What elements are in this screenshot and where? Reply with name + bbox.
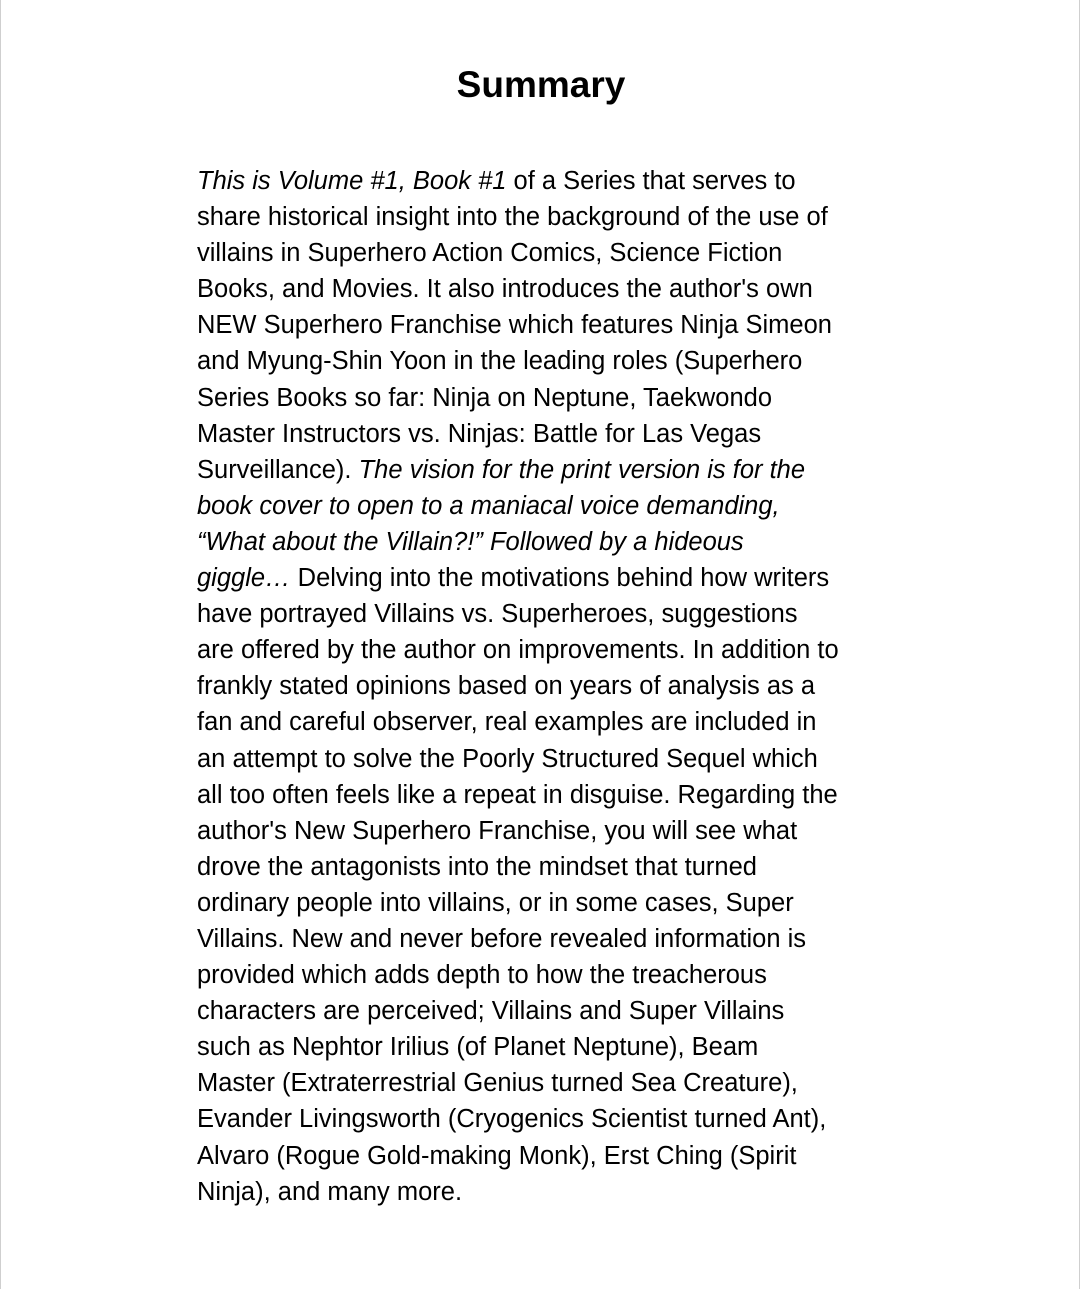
text-run: Delving into the motivations behind how writers: [290, 564, 830, 593]
text-run: NEW Superhero Franchise which features Ninja Simeon: [197, 311, 832, 340]
summary-line: [197, 885, 897, 921]
text-run: an attempt to solve the Poorly Structured Sequel which: [197, 744, 818, 773]
summary-line: [197, 271, 897, 307]
italic-text-run: The vision for the print version is for the: [358, 455, 806, 484]
text-run: Books, and Movies. It also introduces the author's own: [197, 275, 813, 304]
text-run: Surveillance).: [197, 455, 359, 484]
summary-line: [197, 921, 897, 957]
text-run: ordinary people into villains, or in some cases, Super: [197, 888, 794, 917]
summary-line: [197, 1174, 897, 1210]
text-run: fan and careful observer, real examples are included in: [197, 708, 817, 737]
summary-line: [197, 452, 897, 488]
summary-body: [197, 163, 897, 1210]
text-run: author's New Superhero Franchise, you will see what: [197, 816, 798, 845]
summary-line: [197, 235, 897, 271]
text-run: Master (Extraterrestrial Genius turned Sea Creature),: [197, 1069, 798, 1098]
summary-line: [197, 849, 897, 885]
text-run: Ninja), and many more.: [197, 1177, 463, 1206]
summary-line: [197, 307, 897, 343]
summary-line: [197, 1065, 897, 1101]
summary-line: [197, 163, 897, 199]
summary-line: [197, 380, 897, 416]
text-run: Evander Livingsworth (Cryogenics Scientist turned Ant),: [197, 1105, 827, 1134]
text-run: provided which adds depth to how the treacherous: [197, 961, 767, 990]
text-run: Villains. New and never before revealed information is: [197, 924, 807, 953]
summary-line: [197, 668, 897, 704]
summary-line: [197, 488, 897, 524]
italic-text-run: giggle…: [197, 564, 291, 593]
italic-text-run: book cover to open to a maniacal voice demanding,: [197, 491, 780, 520]
summary-line: [197, 1138, 897, 1174]
text-run: drove the antagonists into the mindset that turned: [197, 852, 757, 881]
italic-text-run: This is Volume #1, Book #1: [197, 167, 507, 195]
page-title: Summary: [456, 64, 626, 105]
summary-line: [197, 199, 897, 235]
summary-line: [197, 524, 897, 560]
text-run: share historical insight into the background of the use of: [197, 203, 828, 232]
text-run: such as Nephtor Irilius (of Planet Neptune), Beam: [197, 1033, 759, 1062]
summary-line: [197, 1029, 897, 1065]
text-run: all too often feels like a repeat in disguise. Regarding the: [197, 780, 838, 809]
summary-line: [197, 596, 897, 632]
text-run: frankly stated opinions based on years of analysis as a: [197, 672, 816, 701]
text-run: Alvaro (Rogue Gold-making Monk), Erst Ching (Spirit: [197, 1141, 797, 1170]
text-run: of a Series that serves to: [506, 167, 796, 195]
summary-line: [197, 704, 897, 740]
italic-text-run: “What about the Villain?!” Followed by a hideous: [197, 527, 744, 556]
summary-line: [197, 632, 897, 668]
summary-line: [197, 1101, 897, 1137]
summary-line: [197, 416, 897, 452]
summary-line: [197, 813, 897, 849]
text-run: characters are perceived; Villains and Super Villains: [197, 997, 785, 1026]
summary-line: [197, 777, 897, 813]
summary-line: [197, 993, 897, 1029]
text-run: Master Instructors vs. Ninjas: Battle for Las Vegas: [197, 419, 762, 448]
text-run: have portrayed Villains vs. Superheroes, suggestions: [197, 600, 798, 629]
summary-line: [197, 957, 897, 993]
summary-line: [197, 560, 897, 596]
text-run: Series Books so far: Ninja on Neptune, Taekwondo: [197, 383, 773, 412]
text-run: are offered by the author on improvements. In addition to: [197, 636, 839, 665]
summary-line: [197, 741, 897, 777]
text-run: villains in Superhero Action Comics, Science Fiction: [197, 239, 783, 268]
text-run: and Myung-Shin Yoon in the leading roles (Superhero: [197, 347, 803, 376]
summary-line: [197, 343, 897, 379]
